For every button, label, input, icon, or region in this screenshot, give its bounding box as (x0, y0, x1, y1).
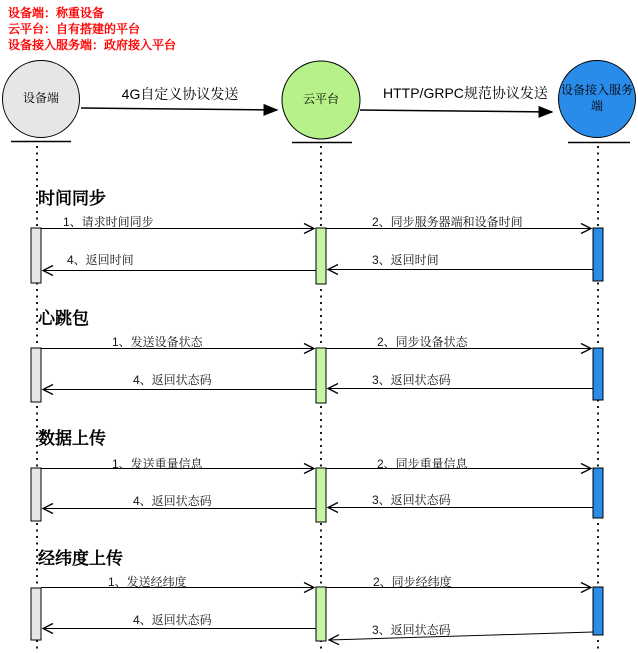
activation-bar-device (31, 588, 41, 640)
actor-label-server: 设备接入服务端 (560, 83, 633, 113)
message-label: 1、发送经纬度 (108, 575, 187, 589)
message-label: 4、返回状态码 (133, 373, 212, 387)
note-server: 设备接入服务端：政府接入平台 (8, 38, 177, 52)
activation-bar-server (593, 228, 603, 281)
message-label: 1、请求时间同步 (63, 215, 154, 229)
activation-bar-device (31, 228, 41, 283)
message-label: 2、同步设备状态 (377, 335, 468, 349)
activation-bar-server (593, 587, 603, 635)
message-label: 2、同步服务器端和设备时间 (372, 215, 523, 229)
activation-bar-device (31, 468, 41, 521)
message-label: 2、同步经纬度 (373, 575, 452, 589)
message-label: 3、返回时间 (372, 253, 439, 267)
activation-bar-cloud (316, 587, 326, 641)
arrow-device-to-cloud (81, 108, 277, 110)
activation-bar-device (31, 348, 41, 402)
activation-bar-cloud (316, 228, 326, 284)
message-label: 2、同步重量信息 (377, 457, 468, 471)
message-label: 4、返回状态码 (133, 613, 212, 627)
activation-bar-server (593, 348, 603, 400)
message-label: 3、返回状态码 (372, 623, 451, 637)
legend-notes (8, 5, 176, 53)
message-label: 4、返回状态码 (133, 494, 212, 508)
message-label: 4、返回时间 (67, 253, 134, 267)
note-device: 设备端：称重设备 (8, 6, 105, 20)
section-title: 时间同步 (38, 189, 106, 208)
activation-bar-cloud (316, 468, 326, 522)
section-title: 心跳包 (38, 309, 89, 328)
message-label: 1、发送设备状态 (112, 335, 203, 349)
message-arrow (329, 632, 593, 640)
activation-bar-cloud (316, 348, 326, 403)
message-label: 3、返回状态码 (372, 493, 451, 507)
protocol-label-4g: 4G自定义协议发送 (121, 86, 239, 102)
actor-label-device: 设备端 (22, 91, 59, 106)
section-title: 经纬度上传 (38, 549, 123, 568)
note-cloud: 云平台：自有搭建的平台 (8, 22, 141, 36)
message-label: 3、返回状态码 (372, 373, 451, 387)
section-title: 数据上传 (38, 429, 106, 448)
actor-label-cloud: 云平台 (302, 92, 339, 107)
protocol-label-http-grpc: HTTP/GRPC规范协议发送 (383, 85, 548, 101)
activation-bar-server (593, 468, 603, 518)
message-label: 1、发送重量信息 (112, 457, 203, 471)
arrow-cloud-to-server (360, 110, 552, 112)
